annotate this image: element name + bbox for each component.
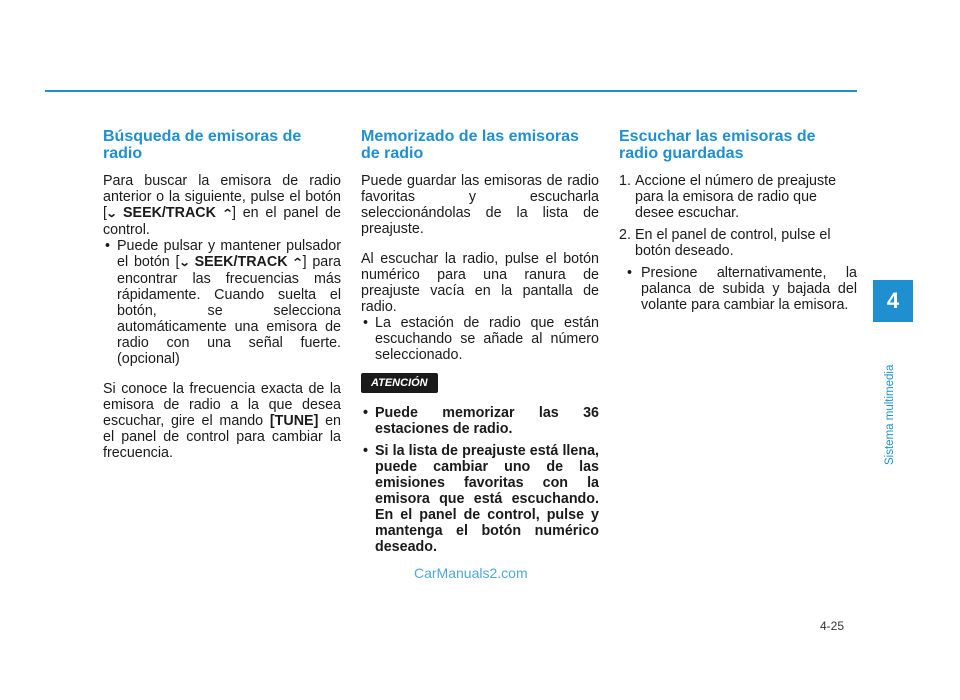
- text: en el panel de control para cambiar la frecuencia.: [103, 413, 341, 461]
- warning-label: ATENCIÓN: [361, 373, 438, 393]
- text: Si conoce la frecuencia exacta de la emisora de radio a la que desea escuchar, gire el mando: [103, 381, 341, 429]
- chapter-title: Sistema multimedia: [884, 364, 896, 465]
- column-1: [103, 128, 341, 461]
- sub-bullet-steering: • Presione alternativamente, la palanca de subida y bajada del volante para cambiar la emisora.: [619, 265, 857, 313]
- warning-bullet-full-list: • Si la lista de preajuste está llena, puede cambiar uno de las emisiones favoritas con la emisora que está escuchando. En el panel de control, pulse y mantenga el botón numérico deseado.: [361, 443, 599, 555]
- column-2: [361, 128, 599, 555]
- top-rule: [45, 90, 857, 92]
- tune-label: [TUNE]: [269, 413, 319, 429]
- seek-track-label: SEEK/TRACK: [123, 205, 216, 221]
- heading-memorizado: Memorizado de las emisoras de radio: [361, 128, 579, 162]
- chevron-up-icon: ⌃: [291, 257, 304, 269]
- watermark: CarManuals2.com: [414, 565, 528, 581]
- text: ] en el panel de control.: [103, 205, 341, 238]
- text: Puede pulsar y mantener pulsador el botón [: [117, 238, 341, 270]
- paragraph-seek: [103, 173, 341, 238]
- step-text: En el panel de control, pulse el botón deseado.: [635, 227, 831, 259]
- seek-track-label: SEEK/TRACK: [194, 254, 288, 270]
- chevron-up-icon: ⌃: [221, 208, 234, 220]
- chevron-down-icon: ⌄: [178, 257, 191, 269]
- chapter-number-tab: 4: [873, 280, 913, 322]
- bullet-station-added: • La estación de radio que están escuchando se añade al número seleccionado.: [361, 315, 599, 363]
- paragraph-save: Puede guardar las emisoras de radio favoritas y escucharla seleccionándolas de la lista de preajuste.: [361, 173, 599, 237]
- chevron-down-icon: ⌄: [105, 208, 118, 220]
- text: ] para encontrar las frecuencias más rápidamente. Cuando suelta el botón, se selecciona automáticamente una emisora de radio con una señal fuerte. (opcional): [117, 254, 341, 367]
- page-number: 4-25: [820, 619, 845, 633]
- step-1: [619, 173, 857, 221]
- step-number: 1.: [619, 173, 631, 189]
- paragraph-tune: [103, 381, 341, 461]
- warning-bullet-36: • Puede memorizar las 36 estaciones de radio.: [361, 405, 599, 437]
- column-3: [619, 128, 857, 313]
- text: Para buscar la emisora de radio anterior o la siguiente, pulse el botón [: [103, 173, 341, 221]
- step-text: Accione el número de preajuste para la emisora de radio que desee escuchar.: [635, 173, 837, 221]
- step-2: [619, 227, 857, 259]
- bullet-hold-seek: [103, 238, 341, 367]
- heading-busqueda: Búsqueda de emisoras de radio: [103, 128, 302, 162]
- step-number: 2.: [619, 227, 631, 243]
- heading-escuchar: Escuchar las emisoras de radio guardadas: [619, 128, 816, 162]
- paragraph-preset: Al escuchar la radio, pulse el botón numérico para una ranura de preajuste vacía en la pantalla de radio.: [361, 251, 599, 315]
